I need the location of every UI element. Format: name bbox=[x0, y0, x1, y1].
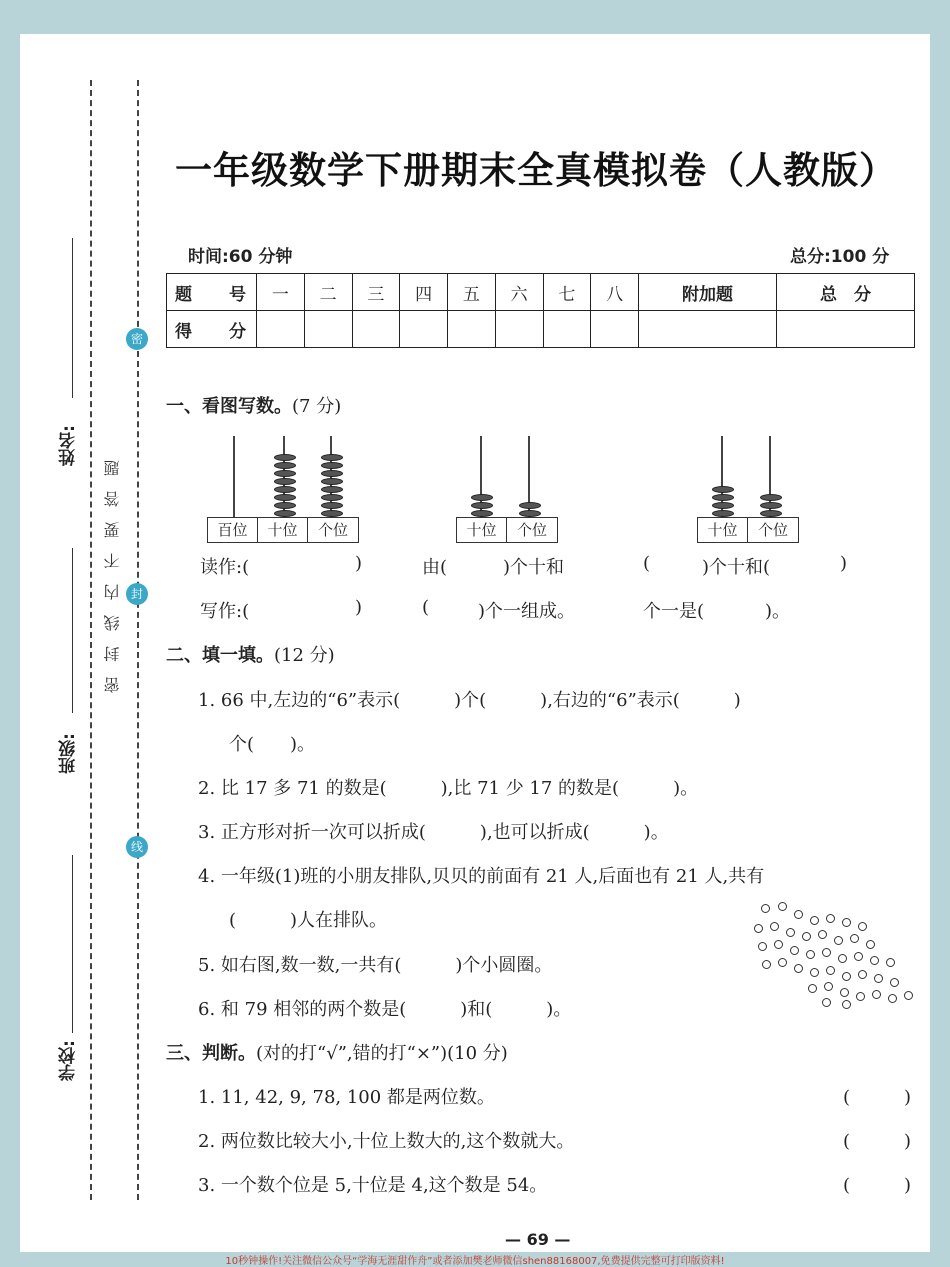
small-circle bbox=[810, 968, 819, 977]
place-ones: 个位 bbox=[757, 521, 788, 539]
judge-answer-paren[interactable]: ( ) bbox=[843, 1175, 912, 1196]
fill-item: 2. 比 17 多 71 的数是( ),比 71 少 17 的数是( )。 bbox=[198, 778, 699, 799]
small-circle bbox=[888, 994, 897, 1003]
score-col: 六 bbox=[495, 274, 543, 311]
small-circle bbox=[858, 970, 867, 979]
small-circle bbox=[808, 984, 817, 993]
abacus-bead bbox=[274, 470, 296, 477]
abacus-bead bbox=[760, 510, 782, 517]
seal-mi-badge: 密 bbox=[126, 328, 148, 350]
score-col: 八 bbox=[591, 274, 639, 311]
score-cell[interactable] bbox=[543, 311, 591, 348]
judge-answer-paren[interactable]: ( ) bbox=[843, 1131, 912, 1152]
small-circle bbox=[826, 914, 835, 923]
write-as-close: ) bbox=[355, 597, 363, 618]
abacus-bead bbox=[471, 510, 493, 517]
write-as-label: 写作:( bbox=[200, 601, 250, 622]
small-circle bbox=[778, 958, 787, 967]
score-cell[interactable] bbox=[400, 311, 448, 348]
place-ones: 个位 bbox=[516, 521, 547, 539]
place-tens: 十位 bbox=[457, 518, 507, 542]
fill-item: 个( )。 bbox=[229, 734, 316, 755]
small-circle bbox=[826, 966, 835, 975]
small-circle bbox=[886, 958, 895, 967]
school-label: 学校: bbox=[59, 1040, 79, 1081]
abacus-bead bbox=[760, 502, 782, 509]
score-col: 总 分 bbox=[776, 274, 914, 311]
place-hundreds: 百位 bbox=[208, 518, 258, 542]
small-circle bbox=[834, 936, 843, 945]
q2-part-d: )个一组成。 bbox=[478, 601, 576, 622]
abacus-bead bbox=[321, 462, 343, 469]
q3-part-a: ( bbox=[643, 553, 651, 574]
judge-item: 1. 11, 42, 9, 78, 100 都是两位数。 bbox=[198, 1087, 495, 1108]
score-col: 五 bbox=[448, 274, 496, 311]
abacus-bead bbox=[321, 478, 343, 485]
small-circle bbox=[824, 982, 833, 991]
abacus-bead bbox=[760, 494, 782, 501]
small-circle bbox=[758, 942, 767, 951]
exam-paper bbox=[20, 34, 930, 1252]
abacus-bead bbox=[519, 502, 541, 509]
q2-part-b: )个十和 bbox=[503, 557, 565, 578]
abacus2-labels bbox=[456, 517, 558, 543]
abacus-bead bbox=[712, 494, 734, 501]
place-ones: 个位 bbox=[317, 521, 348, 539]
score-row-label: 得 分 bbox=[167, 311, 257, 348]
score-cell[interactable] bbox=[591, 311, 639, 348]
score-cell[interactable] bbox=[304, 311, 352, 348]
fill-item: 5. 如右图,数一数,一共有( )个小圆圈。 bbox=[198, 955, 553, 976]
seal-xian-badge: 线 bbox=[126, 836, 148, 858]
abacus-bead bbox=[519, 510, 541, 517]
small-circle bbox=[874, 974, 883, 983]
place-tens: 十位 bbox=[258, 518, 308, 542]
score-cell[interactable] bbox=[352, 311, 400, 348]
abacus-bead bbox=[274, 486, 296, 493]
score-col: 四 bbox=[400, 274, 448, 311]
judge-answer-paren[interactable]: ( ) bbox=[843, 1087, 912, 1108]
name-write-line bbox=[72, 238, 73, 398]
q2-part-a: 由( bbox=[422, 557, 448, 578]
fill-item: 6. 和 79 相邻的两个数是( )和( )。 bbox=[198, 999, 572, 1020]
small-circle bbox=[762, 960, 771, 969]
score-col: 七 bbox=[543, 274, 591, 311]
small-circle bbox=[838, 954, 847, 963]
small-circle bbox=[842, 918, 851, 927]
abacus-bead bbox=[471, 494, 493, 501]
q3-part-d: 个一是( bbox=[643, 601, 705, 622]
time-label: 时间:60 分钟 bbox=[188, 247, 293, 267]
small-circle bbox=[770, 922, 779, 931]
abacus-bead bbox=[712, 502, 734, 509]
small-circle bbox=[840, 988, 849, 997]
inner-dashed-line bbox=[137, 80, 139, 1200]
small-circle bbox=[794, 964, 803, 973]
score-col: 三 bbox=[352, 274, 400, 311]
seal-feng-badge: 封 bbox=[126, 583, 148, 605]
section1-title: 一、看图写数。(7 分) bbox=[166, 396, 342, 417]
school-write-line bbox=[72, 855, 73, 1033]
abacus3-labels bbox=[697, 517, 799, 543]
small-circle bbox=[774, 940, 783, 949]
total-score-label: 总分:100 分 bbox=[790, 247, 890, 267]
class-write-line bbox=[72, 548, 73, 713]
abacus1-labels bbox=[207, 517, 359, 543]
abacus-bead bbox=[321, 470, 343, 477]
page-number: — 69 — bbox=[505, 1230, 571, 1249]
abacus-bead bbox=[274, 454, 296, 461]
small-circle bbox=[870, 956, 879, 965]
score-table bbox=[166, 273, 915, 348]
score-cell[interactable] bbox=[257, 311, 305, 348]
abacus-bead bbox=[712, 486, 734, 493]
read-as-label: 读作:( bbox=[200, 557, 250, 578]
abacus-rod bbox=[233, 436, 235, 518]
small-circle bbox=[904, 991, 913, 1000]
abacus-bead bbox=[274, 478, 296, 485]
footer-note: 10秒钟操作!关注微信公众号“学海无涯甜作舟”或者添加樊老师微信shen88168007,免费提供完整可打印版资料! bbox=[225, 1256, 725, 1267]
score-col: 二 bbox=[304, 274, 352, 311]
abacus-bead bbox=[274, 502, 296, 509]
fill-item: ( )人在排队。 bbox=[229, 910, 388, 931]
outer-dashed-line bbox=[90, 80, 92, 1200]
q3-part-e: )。 bbox=[765, 601, 791, 622]
section2-title: 二、填一填。(12 分) bbox=[166, 645, 335, 666]
name-label: 姓名: bbox=[59, 425, 79, 466]
small-circle bbox=[872, 990, 881, 999]
small-circle bbox=[790, 946, 799, 955]
small-circle bbox=[890, 978, 899, 987]
class-label: 班级: bbox=[59, 733, 79, 774]
abacus-bead bbox=[471, 502, 493, 509]
small-circle bbox=[778, 902, 787, 911]
small-circle bbox=[761, 904, 770, 913]
small-circle bbox=[842, 1000, 851, 1009]
small-circle bbox=[854, 952, 863, 961]
fill-item: 4. 一年级(1)班的小朋友排队,贝贝的前面有 21 人,后面也有 21 人,共有 bbox=[198, 866, 765, 887]
abacus-bead bbox=[274, 462, 296, 469]
judge-item: 3. 一个数个位是 5,十位是 4,这个数是 54。 bbox=[198, 1175, 548, 1196]
small-circle bbox=[786, 928, 795, 937]
small-circle bbox=[858, 922, 867, 931]
abacus-bead bbox=[274, 510, 296, 517]
small-circle bbox=[822, 948, 831, 957]
small-circle bbox=[818, 930, 827, 939]
abacus-bead bbox=[321, 486, 343, 493]
small-circle bbox=[866, 940, 875, 949]
small-circle bbox=[856, 992, 865, 1001]
seal-line-note: 密封线内不要答题 bbox=[103, 445, 122, 693]
score-col: 一 bbox=[257, 274, 305, 311]
abacus-bead bbox=[321, 502, 343, 509]
score-table-header: 题 号 bbox=[167, 274, 257, 311]
abacus-bead bbox=[321, 494, 343, 501]
small-circle bbox=[842, 972, 851, 981]
abacus-bead bbox=[712, 510, 734, 517]
small-circle bbox=[810, 916, 819, 925]
q3-part-b: )个十和( bbox=[702, 557, 771, 578]
small-circle bbox=[822, 998, 831, 1007]
q2-part-c: ( bbox=[422, 597, 430, 618]
small-circle bbox=[794, 910, 803, 919]
page-title: 一年级数学下册期末全真模拟卷（人教版） bbox=[175, 149, 897, 192]
score-cell[interactable] bbox=[776, 311, 914, 348]
score-cell[interactable] bbox=[495, 311, 543, 348]
abacus-bead bbox=[321, 454, 343, 461]
small-circle bbox=[802, 932, 811, 941]
small-circle bbox=[850, 934, 859, 943]
score-col: 附加题 bbox=[639, 274, 777, 311]
judge-item: 2. 两位数比较大小,十位上数大的,这个数就大。 bbox=[198, 1131, 575, 1152]
score-cell[interactable] bbox=[639, 311, 777, 348]
score-cell[interactable] bbox=[448, 311, 496, 348]
q3-part-c: ) bbox=[840, 553, 848, 574]
fill-item: 3. 正方形对折一次可以折成( ),也可以折成( )。 bbox=[198, 822, 669, 843]
read-as-close: ) bbox=[355, 553, 363, 574]
abacus-bead bbox=[274, 494, 296, 501]
small-circle bbox=[806, 950, 815, 959]
section3-title: 三、判断。(对的打“√”,错的打“×”)(10 分) bbox=[166, 1043, 508, 1064]
abacus-bead bbox=[321, 510, 343, 517]
small-circle bbox=[754, 924, 763, 933]
fill-item: 1. 66 中,左边的“6”表示( )个( ),右边的“6”表示( ) bbox=[198, 690, 741, 711]
place-tens: 十位 bbox=[698, 518, 748, 542]
